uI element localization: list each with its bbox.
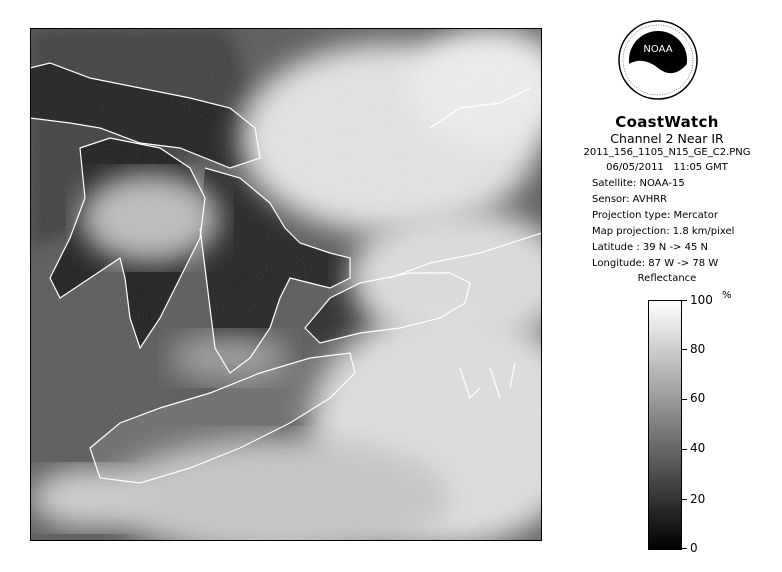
- legend-mark: [682, 300, 687, 301]
- legend-mark: [682, 399, 687, 400]
- date-time: [560, 162, 774, 173]
- legend-mark: [682, 349, 687, 350]
- legend-tick-40: 40: [690, 441, 706, 455]
- reflectance-colorbar: [648, 300, 682, 550]
- legend-mark: [682, 499, 687, 500]
- noaa-logo-text: NOAA: [643, 44, 673, 55]
- legend-tick-60: 60: [690, 391, 706, 405]
- channel-title: Channel 2 Near IR: [610, 131, 724, 146]
- legend-mark: [682, 548, 687, 549]
- meta-longitude: Longitude: 87 W -> 78 W: [592, 258, 719, 269]
- satellite-image: [30, 28, 542, 541]
- legend-tick-20: 20: [690, 492, 706, 506]
- legend-tick-100: 100: [690, 293, 713, 307]
- legend-tick-0: 0: [690, 541, 698, 555]
- meta-sensor: Sensor: AVHRR: [592, 194, 668, 205]
- time: 11:05 GMT: [673, 162, 728, 173]
- legend-unit: %: [722, 290, 732, 301]
- date: 06/05/2011: [606, 162, 664, 173]
- meta-projection-type: Projection type: Mercator: [592, 210, 718, 221]
- meta-latitude: Latitude : 39 N -> 45 N: [592, 242, 708, 253]
- legend-title: Reflectance: [637, 273, 697, 284]
- legend-mark: [682, 449, 687, 450]
- filename: 2011_156_1105_N15_GE_C2.PNG: [583, 147, 751, 158]
- legend-tick-80: 80: [690, 342, 706, 356]
- meta-satellite: Satellite: NOAA-15: [592, 178, 685, 189]
- brand-title: CoastWatch: [615, 113, 719, 131]
- meta-map-projection: Map projection: 1.8 km/pixel: [592, 226, 735, 237]
- noaa-logo-icon: [618, 20, 698, 100]
